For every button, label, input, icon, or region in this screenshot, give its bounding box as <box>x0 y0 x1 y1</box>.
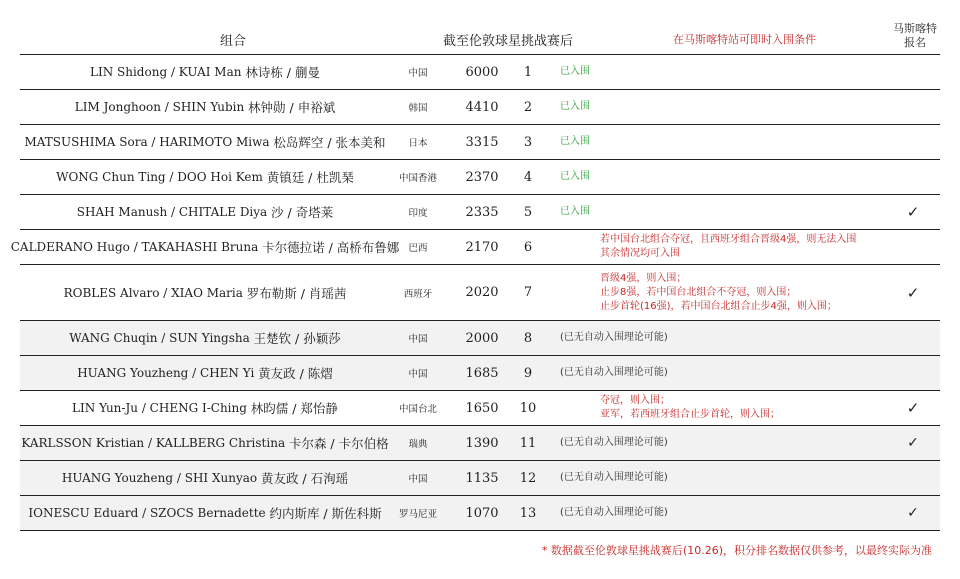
qualify-status <box>560 90 890 124</box>
pair-name-zh: 林钟勋 / 申裕斌 <box>248 100 336 115</box>
header-after-london: 截至伦敦球星挑战赛后 <box>443 34 574 49</box>
region: 中国 <box>408 68 428 79</box>
pair-name <box>20 125 390 159</box>
status-line: 夺冠，则入围； <box>600 395 670 406</box>
footnote: * 数据截至伦敦球星挑战赛后(10.26)，积分排名数据仅供参考，以最终实际为准 <box>541 544 932 557</box>
region: 巴西 <box>408 243 428 254</box>
region: 瑞典 <box>408 439 428 450</box>
pair-name-zh: 约内斯库 / 斯佐科斯 <box>269 506 382 521</box>
checkmark-icon <box>900 356 926 390</box>
points: 1390 <box>465 435 499 451</box>
region: 印度 <box>408 208 428 219</box>
table-row <box>20 426 940 461</box>
pair-name-zh: 松岛辉空 / 张本美和 <box>273 135 386 150</box>
pair-name-en: WONG Chun Ting / DOO Hoi Kem <box>56 170 263 184</box>
pair-name <box>20 321 390 355</box>
checkmark-icon: ✓ <box>906 283 920 302</box>
pair-name <box>20 90 390 124</box>
pair-name <box>20 160 390 194</box>
pair-name-en: LIM Jonghoon / SHIN Yubin <box>74 100 245 114</box>
qualify-status <box>600 391 930 425</box>
points: 1685 <box>465 365 499 381</box>
header-muscat-line: 马斯喀特 <box>893 22 937 35</box>
region: 日本 <box>408 138 428 149</box>
checkmark-icon <box>900 90 926 124</box>
pair-name <box>20 496 390 530</box>
qualify-status <box>560 321 890 355</box>
qualify-status <box>560 160 890 194</box>
points: 6000 <box>465 64 499 80</box>
qualify-status <box>560 426 890 460</box>
region: 中国 <box>408 474 428 485</box>
pair-name <box>20 55 390 89</box>
status-line: (已无自动入围理论可能) <box>560 367 668 378</box>
qualify-status <box>560 125 890 159</box>
points: 1070 <box>465 505 499 521</box>
header-qualify-condition: 在马斯喀特站可即时入围条件 <box>673 33 816 46</box>
points: 4410 <box>465 99 499 115</box>
qualify-status <box>560 356 890 390</box>
rank: 4 <box>523 169 533 185</box>
points: 3315 <box>465 134 499 150</box>
table-row <box>20 461 940 496</box>
status-line: 亚军，若西班牙组合止步首轮，则入围； <box>600 409 780 420</box>
rank: 3 <box>523 134 533 150</box>
pair-name-zh: 黄友政 / 石洵瑶 <box>260 471 349 486</box>
points: 1135 <box>465 470 499 486</box>
status-line: 已入围 <box>560 101 590 112</box>
pair-name-zh: 卡尔森 / 卡尔伯格 <box>288 436 389 451</box>
qualify-status <box>560 55 890 89</box>
table-row <box>20 496 940 531</box>
pair-name <box>20 356 390 390</box>
checkmark-icon: ✓ <box>906 399 920 417</box>
pair-name-en: ROBLES Alvaro / XIAO Maria <box>63 285 243 300</box>
status-line: 晋级4强，则入围； <box>600 272 687 284</box>
pair-name <box>20 461 390 495</box>
table-row <box>20 125 940 160</box>
checkmark-icon <box>900 461 926 495</box>
pair-name <box>20 265 390 320</box>
pair-name-zh: 林昀儒 / 郑怡静 <box>250 401 338 416</box>
points: 2020 <box>465 285 499 300</box>
qualify-status <box>560 195 890 229</box>
table-row <box>20 265 940 321</box>
checkmark-icon <box>900 160 926 194</box>
status-line: 止步8强，若中国台北组合不夺冠，则入围； <box>600 286 797 298</box>
points: 2170 <box>465 239 499 255</box>
table-row <box>20 195 940 230</box>
status-line: 若中国台北组合夺冠，且西班牙组合晋级4强，则无法入围 <box>600 234 857 245</box>
table-row <box>10 230 940 265</box>
status-line: (已无自动入围理论可能) <box>560 437 668 448</box>
rank: 5 <box>523 204 533 220</box>
pair-name-en: IONESCU Eduard / SZOCS Bernadette <box>28 506 266 520</box>
region: 中国 <box>408 369 428 380</box>
region: 韩国 <box>408 103 428 114</box>
status-line: 已入围 <box>560 206 590 217</box>
pair-name-en: CALDERANO Hugo / TAKAHASHI Bruna <box>10 240 259 254</box>
pair-name <box>20 426 390 460</box>
qualify-status <box>560 496 890 530</box>
rank: 9 <box>523 365 533 381</box>
pair-name-en: LIN Yun-Ju / CHENG I-Ching <box>72 401 247 415</box>
ranking-table <box>10 54 940 531</box>
pair-name <box>10 230 400 264</box>
points: 2000 <box>465 330 499 346</box>
rank: 7 <box>523 285 533 300</box>
status-line: (已无自动入围理论可能) <box>560 507 668 518</box>
status-line: 止步首轮(16强)，若中国台北组合止步4强，则入围； <box>600 300 837 312</box>
table-row <box>20 55 940 90</box>
table-row <box>20 391 940 426</box>
status-line: 其余情况均可入围 <box>600 248 680 259</box>
points: 2370 <box>465 169 499 185</box>
points: 1650 <box>465 400 499 416</box>
table-row <box>20 160 940 195</box>
pair-name-zh: 黄镇廷 / 杜凯琹 <box>266 170 354 185</box>
region: 罗马尼亚 <box>398 509 437 520</box>
rank: 1 <box>523 64 533 80</box>
rank: 10 <box>519 400 537 416</box>
checkmark-icon: ✓ <box>907 435 919 451</box>
region: 中国 <box>408 334 428 345</box>
pair-name-en: KARLSSON Kristian / KALLBERG Christina <box>21 436 286 450</box>
checkmark-icon <box>900 230 926 264</box>
qualify-status <box>600 230 930 264</box>
region: 中国香港 <box>398 173 437 184</box>
pair-name-zh: 罗布勒斯 / 肖瑶茜 <box>246 285 347 301</box>
rank: 12 <box>519 470 537 486</box>
checkmark-icon: ✓ <box>906 203 920 221</box>
pair-name-en: HUANG Youzheng / CHEN Yi <box>77 366 255 380</box>
pair-name <box>20 195 390 229</box>
qualify-status <box>560 461 890 495</box>
table-row <box>20 321 940 356</box>
pair-name-zh: 林诗栋 / 蒯曼 <box>245 65 320 80</box>
rank: 11 <box>519 435 537 451</box>
pair-name-zh: 黄友政 / 陈熠 <box>258 366 333 381</box>
region: 中国台北 <box>398 404 437 415</box>
table-row <box>20 356 940 391</box>
checkmark-icon <box>900 55 926 89</box>
pair-name-en: WANG Chuqin / SUN Yingsha <box>69 331 250 345</box>
pair-name <box>20 391 390 425</box>
rank: 13 <box>519 505 537 521</box>
qualify-status <box>600 265 930 320</box>
table-row <box>20 90 940 125</box>
header-muscat-registration <box>888 22 942 50</box>
header-register-line: 报名 <box>904 36 926 49</box>
rank: 6 <box>523 239 533 255</box>
status-line: 已入围 <box>560 136 590 147</box>
status-line: (已无自动入围理论可能) <box>560 472 668 483</box>
pair-name-zh: 沙 / 奇塔莱 <box>271 205 334 220</box>
checkmark-icon <box>900 125 926 159</box>
rank: 8 <box>523 330 533 346</box>
header-combination: 组合 <box>220 34 247 49</box>
status-line: (已无自动入围理论可能) <box>560 332 668 343</box>
pair-name-zh: 王楚钦 / 孙颖莎 <box>253 331 341 346</box>
rank: 2 <box>523 99 533 115</box>
checkmark-icon: ✓ <box>907 505 919 521</box>
pair-name-en: HUANG Youzheng / SHI Xunyao <box>61 471 258 485</box>
points: 2335 <box>465 204 499 220</box>
pair-name-en: MATSUSHIMA Sora / HARIMOTO Miwa <box>24 135 270 149</box>
pair-name-en: LIN Shidong / KUAI Man <box>90 65 242 79</box>
region: 西班牙 <box>403 288 433 300</box>
checkmark-icon <box>900 321 926 355</box>
pair-name-en: SHAH Manush / CHITALE Diya <box>76 205 268 219</box>
pair-name-zh: 卡尔德拉诺 / 高桥布鲁娜 <box>262 240 400 255</box>
status-line: 已入围 <box>560 66 590 77</box>
status-line: 已入围 <box>560 171 590 182</box>
table-header <box>0 0 960 56</box>
